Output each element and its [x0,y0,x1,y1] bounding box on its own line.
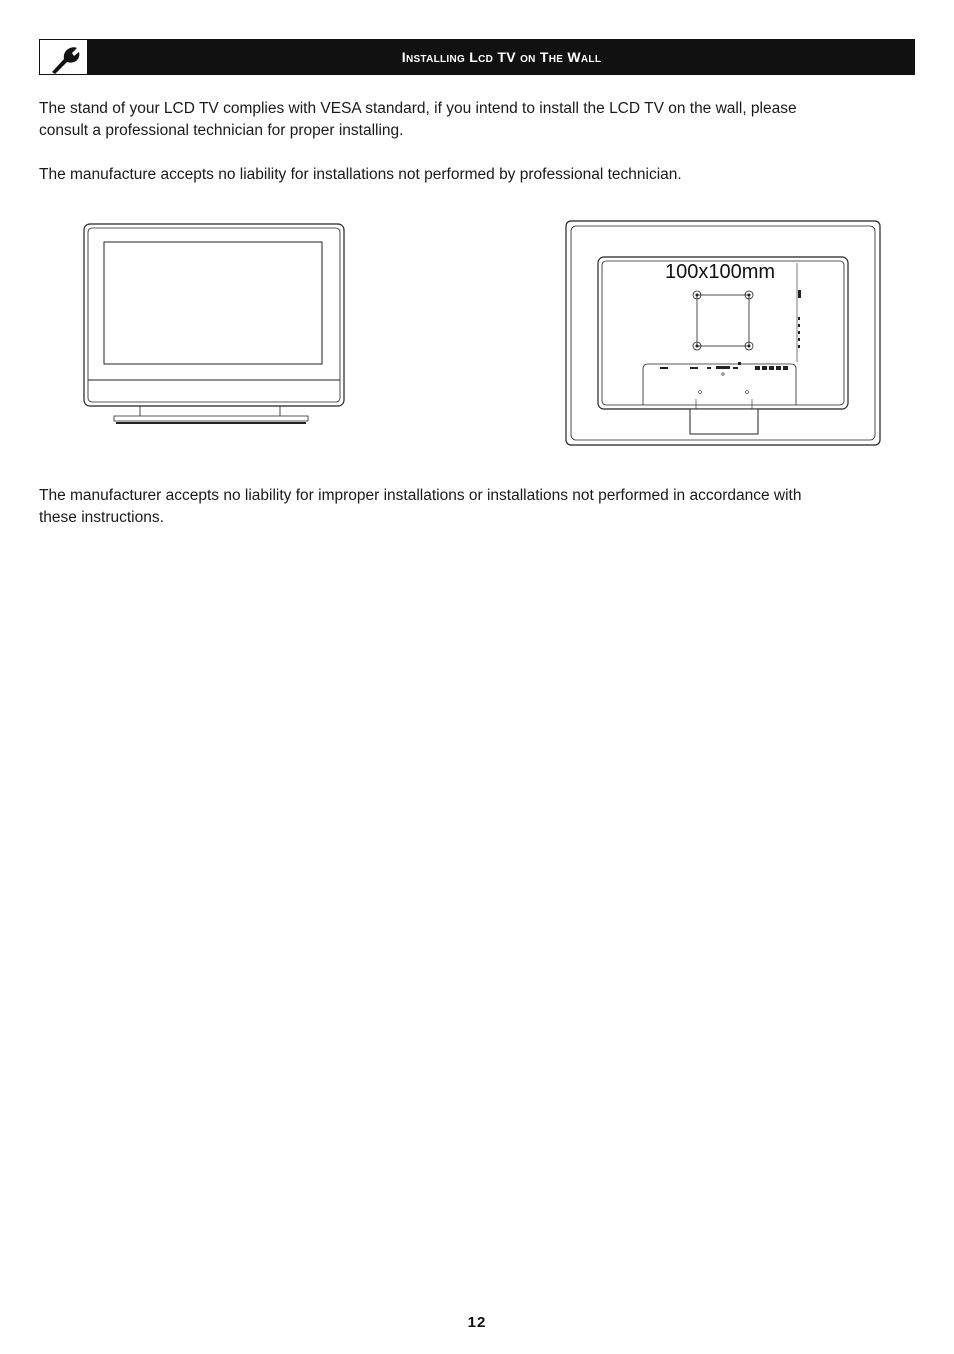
section-header [39,39,915,75]
liability-paragraph: The manufacture accepts no liability for installations not performed by professional technician. [39,166,682,183]
vesa-dimension-label: 100x100mm [665,261,776,283]
page-number: 12 [467,1314,487,1331]
tv-front-illustration [82,222,346,426]
wrench-icon [39,39,88,75]
disclaimer-paragraph: The manufacturer accepts no liability for improper installations or installations not performed in accordance with these instructions. [39,487,802,526]
vesa-paragraph: The stand of your LCD TV complies with VESA standard, if you intend to install the LCD TV on the wall, please consult a professional technician for proper installing. [39,100,797,139]
page-title: Installing Lcd TV on The Wall [401,49,602,65]
tv-back-illustration [564,219,882,447]
